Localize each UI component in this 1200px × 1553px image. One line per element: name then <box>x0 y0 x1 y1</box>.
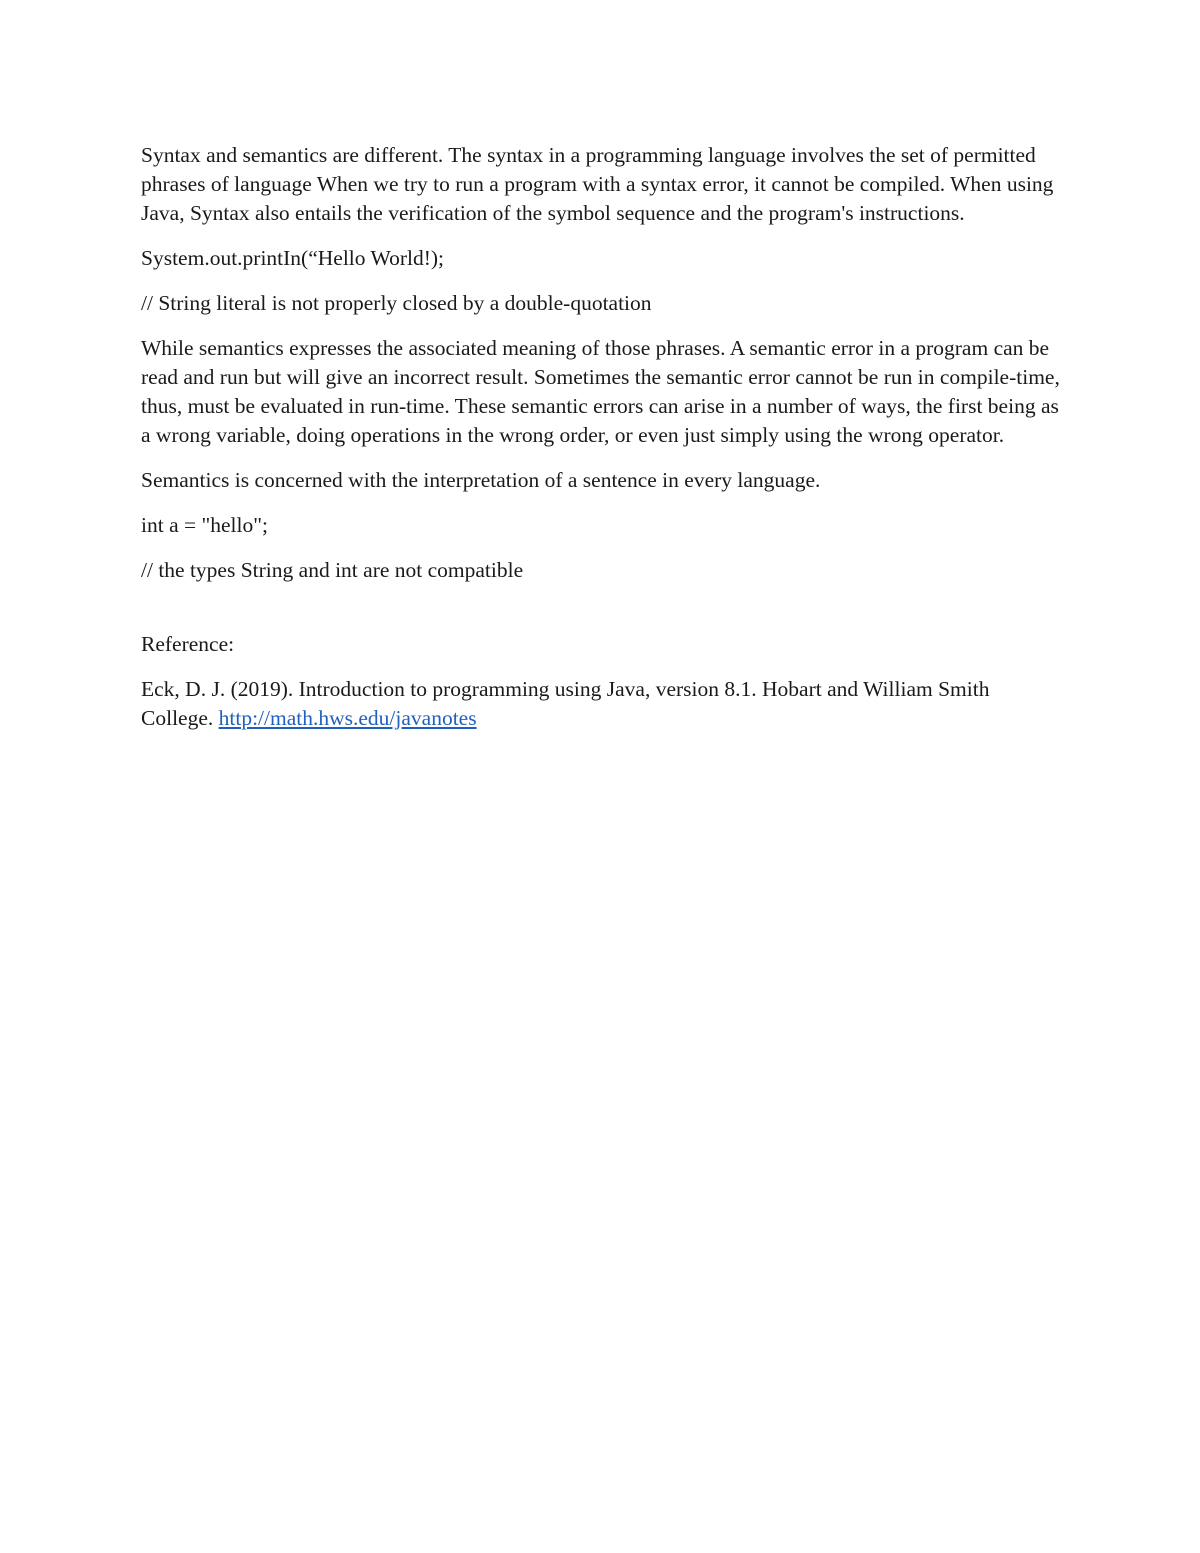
citation-text: Eck, D. J. (2019). Introduction to programming using Java, version 8.1. Hobart and William Smith College. <box>141 677 990 730</box>
reference-heading: Reference: <box>141 632 235 656</box>
code-example-semantics: int a = "hello"; <box>141 513 269 537</box>
paragraph-semantics-summary: Semantics is concerned with the interpretation of a sentence in every language. <box>141 468 821 492</box>
document-body <box>141 141 1061 749</box>
reference-citation <box>141 675 1061 733</box>
reference-link[interactable]: http://math.hws.edu/javanotes <box>218 706 477 730</box>
paragraph-semantics: While semantics expresses the associated meaning of those phrases. A semantic error in a program can be read and run but will give an incorrect result. Sometimes the semantic error cannot be run in compile-time, thus, must be evaluated in run-time. These semantic errors can arise in a number of ways, the first being as a wrong variable, doing operations in the wrong order, or even just simply using the wrong operator. <box>141 336 1060 447</box>
code-comment-semantics: // the types String and int are not compatible <box>141 558 524 582</box>
paragraph-syntax-intro: Syntax and semantics are different. The syntax in a programming language involves the set of permitted phrases of language When we try to run a program with a syntax error, it cannot be compiled. When using Java, Syntax also entails the verification of the symbol sequence and the program's instructions. <box>141 143 1054 225</box>
code-example-syntax: System.out.printIn(“Hello World!); <box>141 246 445 270</box>
code-comment-syntax: // String literal is not properly closed by a double-quotation <box>141 291 652 315</box>
blank-line <box>141 601 1061 630</box>
